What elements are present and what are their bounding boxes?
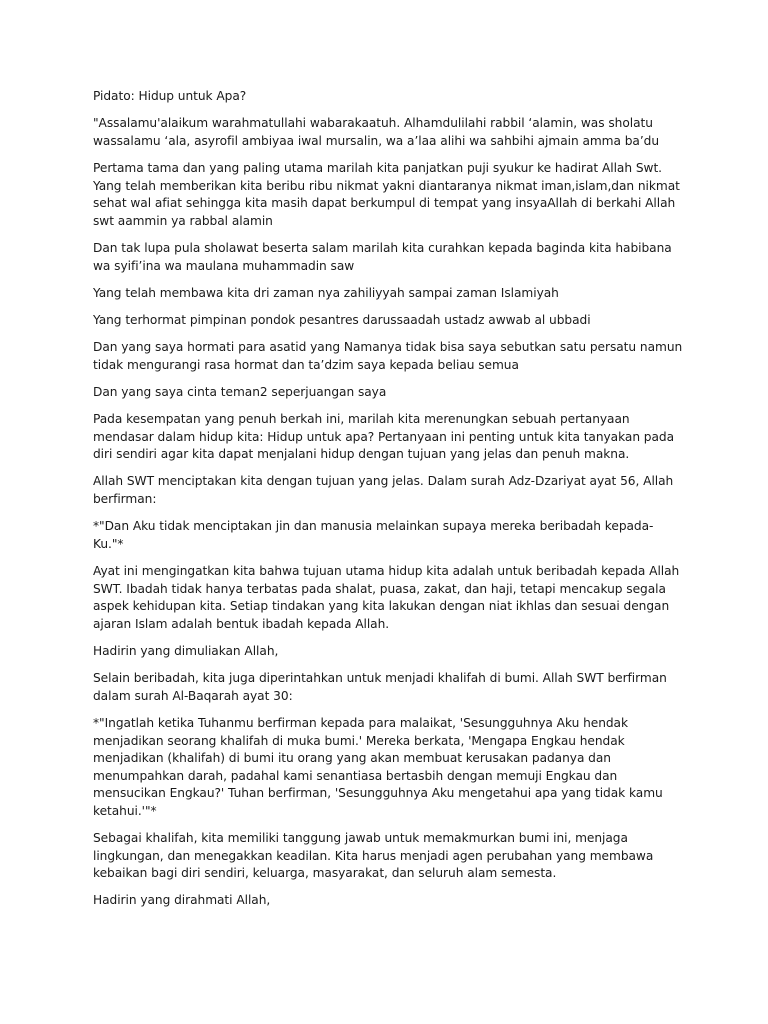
paragraph-pimpinan: Yang terhormat pimpinan pondok pesantres darussaadah ustadz awwab al ubbadi [93,312,591,327]
document-title: Pidato: Hidup untuk Apa? [93,89,247,103]
paragraph-teman: Dan yang saya cinta teman2 seperjuangan saya [93,384,387,399]
paragraph-kesempatan: Pada kesempatan yang penuh berkah ini, marilah kita merenungkan sebuah pertanyaan mendasar dalam hidup kita: Hidup untuk apa? Pertanyaan ini penting untuk kita tanyakan pada diri sendiri agar kita dapat menjalani hidup dengan tujuan yang jelas dan penuh makna. [93,412,675,462]
paragraph-tujuan: Allah SWT menciptakan kita dengan tujuan yang jelas. Dalam surah Adz-Dzariyat ayat 56, Allah berfirman: [93,474,674,507]
paragraph-asatid: Dan yang saya hormati para asatid yang Namanya tidak bisa saya sebutkan satu persatu namun tidak mengurangi rasa hormat dan ta’dzim saya kepada beliau semua [93,340,683,372]
paragraph-tanggung-jawab: Sebagai khalifah, kita memiliki tanggung jawab untuk memakmurkan bumi ini, menjaga lingkungan, dan menegakkan keadilan. Kita harus menjadi agen perubahan yang membawa kebaikan bagi diri sendiri, keluarga, masyarakat, dan seluruh alam semesta. [93,831,654,881]
paragraph-zaman: Yang telah membawa kita dri zaman nya zahiliyyah sampai zaman Islamiyah [93,285,559,300]
paragraph-salam: "Assalamu'alaikum warahmatullahi wabarakaatuh. Alhamdulilahi rabbil ‘alamin, was sholatu wassalamu ‘ala, asyrofil ambiyaa iwal mursalin, wa a’laa alihi wa sahbihi ajmain amma ba’du [93,116,660,148]
paragraph-ibadah: Ayat ini mengingatkan kita bahwa tujuan utama hidup kita adalah untuk beribadah kepada Allah SWT. Ibadah tidak hanya terbatas pada shalat, puasa, zakat, dan haji, tetapi mencakup segala aspek kehidupan kita. Setiap tindakan yang kita lakukan dengan niat ikhlas dan sesuai dengan ajaran Islam adalah bentuk ibadah kepada Allah. [93,564,680,631]
paragraph-hadirin-1: Hadirin yang dimuliakan Allah, [93,643,279,658]
paragraph-khalifah: Selain beribadah, kita juga diperintahkan untuk menjadi khalifah di bumi. Allah SWT berfirman dalam surah Al-Baqarah ayat 30: [93,671,667,703]
paragraph-ayat-30: *"Ingatlah ketika Tuhanmu berfirman kepada para malaikat, 'Sesungguhnya Aku hendak menjadikan seorang khalifah di muka bumi.' Mereka berkata, 'Mengapa Engkau hendak menjadikan (khalifah) di bumi itu orang yang akan membuat kerusakan padanya dan menumpahkan darah, padahal kami senantiasa bertasbih dengan memuji Engkau dan mensucikan Engkau?' Tuhan berfirman, 'Sesungguhnya Aku mengetahui apa yang tidak kamu ketahui.'"* [93,715,663,818]
paragraph-ayat-56: *"Dan Aku tidak menciptakan jin dan manusia melainkan supaya mereka beribadah kepada-Ku."* [93,519,654,551]
paragraph-sholawat: Dan tak lupa pula sholawat beserta salam marilah kita curahkan kepada baginda kita habibana wa syifi’ina wa maulana muhammadin saw [93,240,672,273]
document-body [93,88,683,920]
paragraph-hadirin-2: Hadirin yang dirahmati Allah, [93,893,271,908]
paragraph-puji-syukur: Pertama tama dan yang paling utama marilah kita panjatkan puji syukur ke hadirat Allah Swt. Yang telah memberikan kita beribu ribu nikmat yakni diantaranya nikmat iman,islam,dan nikmat sehat wal afiat sehingga kita masih dapat berkumpul di tempat yang insyaAllah di berkahi Allah swt aammin ya rabbal alamin [93,160,680,228]
